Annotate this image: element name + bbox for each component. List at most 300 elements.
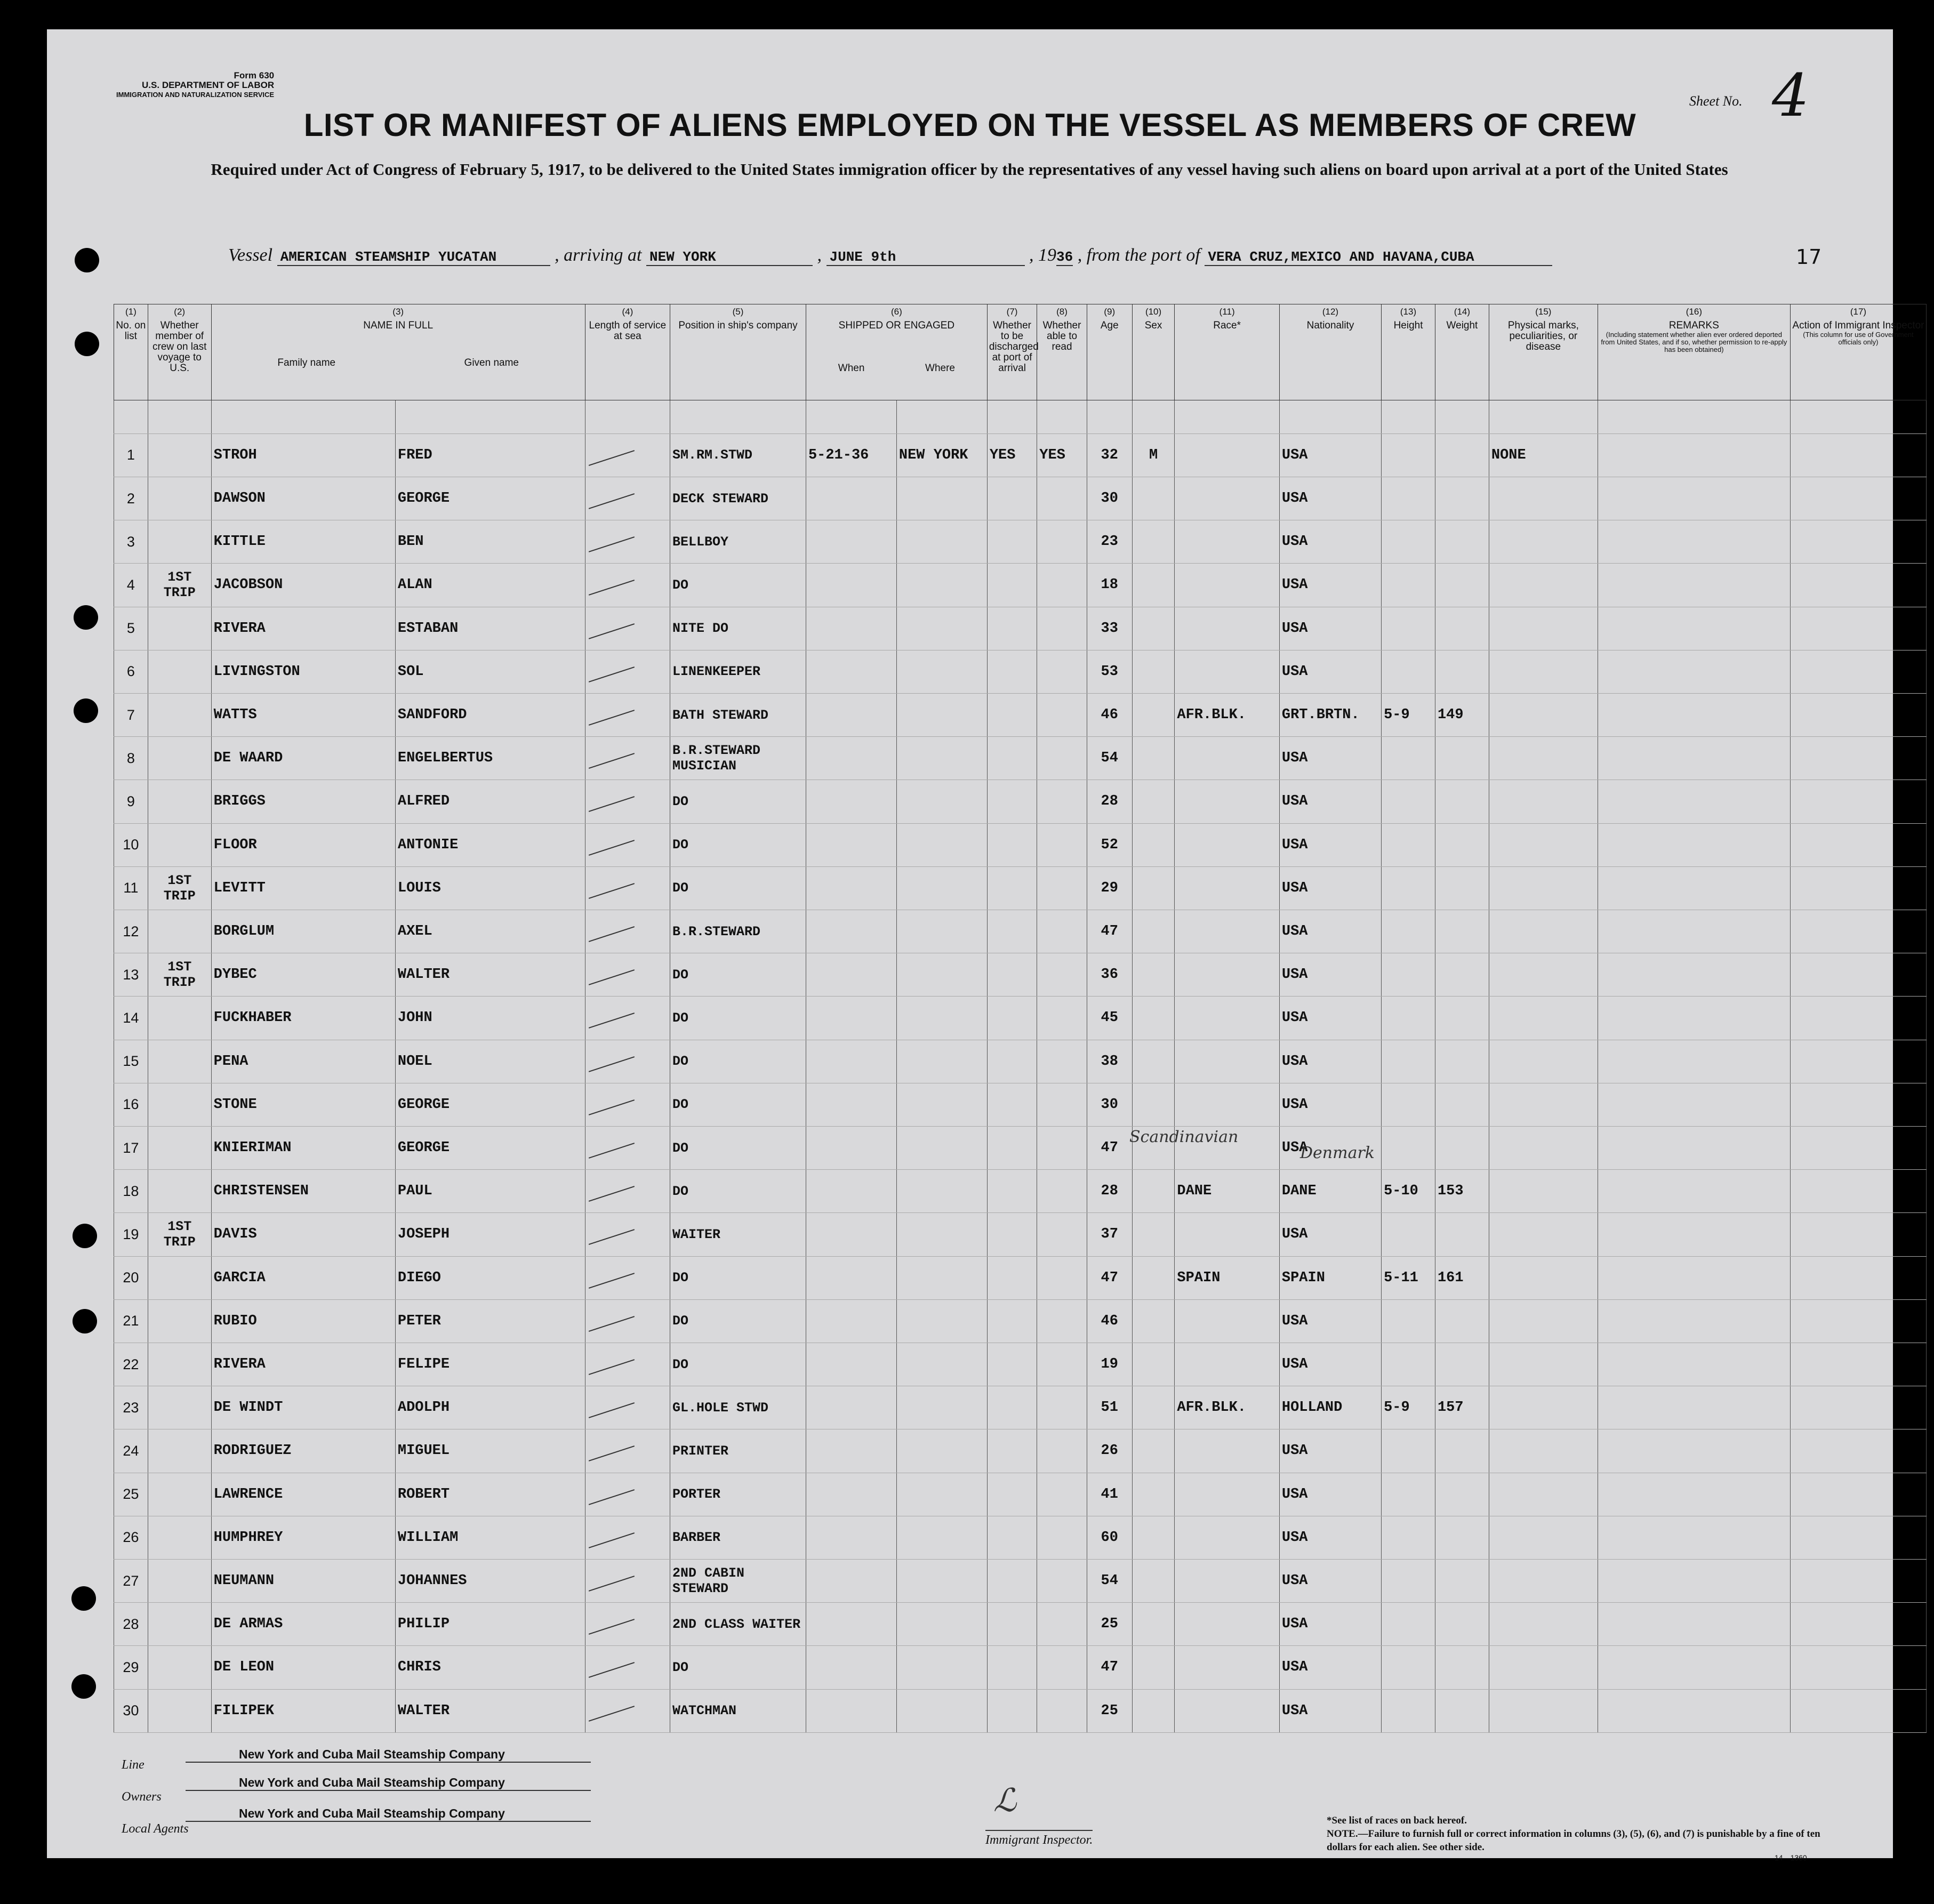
cell-given: BEN: [395, 520, 585, 564]
cell-race: [1175, 520, 1280, 564]
cell-where: [896, 910, 987, 953]
cell-inspector: [1790, 1170, 1926, 1213]
cell-read: [1037, 607, 1087, 650]
table-row: [114, 1473, 1927, 1516]
cell-family: RIVERA: [211, 607, 395, 650]
cell-height: [1382, 1473, 1435, 1516]
cell-remarks: [1598, 564, 1790, 607]
page-title: LIST OR MANIFEST OF ALIENS EMPLOYED ON THE VESSEL AS MEMBERS OF CREW: [303, 107, 1636, 143]
cell-family: DAWSON: [211, 477, 395, 520]
punch-hole: [71, 1674, 96, 1699]
cell-position: DO: [670, 823, 806, 866]
cell-race: [1175, 1689, 1280, 1732]
cell-position: BELLBOY: [670, 520, 806, 564]
cell-first: 1ST TRIP: [148, 564, 211, 607]
cell-family: KNIERIMAN: [211, 1126, 395, 1169]
service-tick: [585, 823, 670, 866]
punch-hole: [73, 1309, 97, 1333]
cell-marks: [1489, 1603, 1598, 1646]
cell-weight: [1435, 1213, 1489, 1256]
cell-when: [806, 1516, 896, 1559]
cell-inspector: [1790, 1256, 1926, 1299]
cell-weight: [1435, 1126, 1489, 1169]
cell-when: 5-21-36: [806, 433, 896, 477]
cell-height: [1382, 1299, 1435, 1343]
cell-remarks: [1598, 823, 1790, 866]
cell-where: [896, 1689, 987, 1732]
cell-age: 30: [1087, 1083, 1132, 1126]
cell-read: [1037, 737, 1087, 780]
cell-no: 10: [114, 823, 148, 866]
cell-inspector: [1790, 1603, 1926, 1646]
cell-sex: [1132, 1689, 1175, 1732]
fine-note: NOTE.—Failure to furnish full or correct information in columns (3), (5), (6), and (7) is punishable by a fine of ten dollars for each alien. See other side.: [1327, 1828, 1820, 1853]
cell-given: JOSEPH: [395, 1213, 585, 1256]
table-row: [114, 1516, 1927, 1559]
service-tick: [585, 1646, 670, 1689]
cell-read: [1037, 866, 1087, 910]
table-row: [114, 1213, 1927, 1256]
cell-sex: [1132, 1343, 1175, 1386]
punch-hole: [73, 1224, 97, 1248]
cell-when: [806, 1213, 896, 1256]
punch-hole: [74, 605, 98, 630]
cell-height: [1382, 1083, 1435, 1126]
cell-family: DYBEC: [211, 953, 395, 997]
cell-when: [806, 953, 896, 997]
cell-race: AFR.BLK.: [1175, 1386, 1280, 1429]
cell-where: [896, 1429, 987, 1473]
cell-inspector: [1790, 1473, 1926, 1516]
service-tick: [585, 1126, 670, 1169]
cell-nationality: USA: [1279, 737, 1381, 780]
cell-family: LEVITT: [211, 866, 395, 910]
cell-marks: [1489, 1473, 1598, 1516]
cell-no: 20: [114, 1256, 148, 1299]
cell-read: [1037, 1299, 1087, 1343]
cell-given: ESTABAN: [395, 607, 585, 650]
cell-race: [1175, 1299, 1280, 1343]
cell-nationality: USA: [1279, 433, 1381, 477]
cell-when: [806, 1386, 896, 1429]
cell-when: [806, 866, 896, 910]
cell-weight: [1435, 823, 1489, 866]
cell-when: [806, 1343, 896, 1386]
cell-marks: [1489, 520, 1598, 564]
cell-weight: [1435, 1603, 1489, 1646]
cell-marks: [1489, 1299, 1598, 1343]
col-service-header: (4) Length of service at sea: [585, 304, 670, 400]
cell-given: ROBERT: [395, 1473, 585, 1516]
cell-discharged: [987, 823, 1037, 866]
cell-height: [1382, 1126, 1435, 1169]
cell-race: [1175, 1559, 1280, 1602]
cell-position: DO: [670, 1170, 806, 1213]
line-value: New York and Cuba Mail Steamship Company: [186, 1747, 591, 1763]
arriving-label: , arriving at: [555, 245, 642, 265]
service-tick: [585, 1386, 670, 1429]
cell-when: [806, 1256, 896, 1299]
cell-marks: [1489, 953, 1598, 997]
cell-given: GEORGE: [395, 1083, 585, 1126]
footer: [47, 1734, 1893, 1862]
cell-weight: [1435, 997, 1489, 1040]
cell-first: [148, 607, 211, 650]
cell-race: [1175, 1083, 1280, 1126]
cell-position: WAITER: [670, 1213, 806, 1256]
cell-height: [1382, 1516, 1435, 1559]
cell-race: [1175, 477, 1280, 520]
table-row: [114, 1040, 1927, 1083]
cell-discharged: [987, 1473, 1037, 1516]
cell-first: [148, 1040, 211, 1083]
cell-remarks: [1598, 1256, 1790, 1299]
col-sex-header: (10) Sex: [1132, 304, 1175, 400]
table-row: [114, 1429, 1927, 1473]
cell-position: DO: [670, 780, 806, 823]
cell-remarks: [1598, 737, 1790, 780]
cell-first: [148, 1559, 211, 1602]
cell-remarks: [1598, 433, 1790, 477]
cell-sex: [1132, 997, 1175, 1040]
cell-marks: [1489, 1040, 1598, 1083]
cell-inspector: [1790, 823, 1926, 866]
cell-position: DO: [670, 1083, 806, 1126]
cell-where: [896, 1646, 987, 1689]
col-marks-header: (15) Physical marks, peculiarities, or disease: [1489, 304, 1598, 400]
cell-marks: [1489, 607, 1598, 650]
cell-age: 45: [1087, 997, 1132, 1040]
cell-age: 32: [1087, 433, 1132, 477]
col-shipped-header: (6) SHIPPED OR ENGAGED When Where: [806, 304, 987, 400]
cell-marks: [1489, 693, 1598, 736]
service-tick: [585, 607, 670, 650]
cell-marks: NONE: [1489, 433, 1598, 477]
cell-weight: 161: [1435, 1256, 1489, 1299]
cell-read: [1037, 953, 1087, 997]
department: U.S. DEPARTMENT OF LABOR: [142, 80, 275, 90]
cell-when: [806, 1170, 896, 1213]
cell-nationality: HOLLAND: [1279, 1386, 1381, 1429]
cell-when: [806, 737, 896, 780]
cell-inspector: [1790, 1126, 1926, 1169]
cell-read: [1037, 1343, 1087, 1386]
cell-no: 8: [114, 737, 148, 780]
col-nationality-header: (12) Nationality: [1279, 304, 1381, 400]
cell-sex: [1132, 1429, 1175, 1473]
cell-weight: [1435, 866, 1489, 910]
cell-nationality: USA: [1279, 477, 1381, 520]
cell-first: [148, 1646, 211, 1689]
cell-when: [806, 477, 896, 520]
cell-remarks: [1598, 1689, 1790, 1732]
cell-sex: [1132, 693, 1175, 736]
cell-position: B.R.STEWARD: [670, 910, 806, 953]
table-row: [114, 477, 1927, 520]
cell-remarks: [1598, 1386, 1790, 1429]
cell-position: DO: [670, 1299, 806, 1343]
cell-read: [1037, 780, 1087, 823]
cell-remarks: [1598, 607, 1790, 650]
cell-remarks: [1598, 1473, 1790, 1516]
cell-first: [148, 910, 211, 953]
cell-no: 9: [114, 780, 148, 823]
cell-nationality: USA: [1279, 1040, 1381, 1083]
cell-where: [896, 1256, 987, 1299]
cell-marks: [1489, 780, 1598, 823]
punch-hole: [74, 698, 98, 723]
cell-family: RODRIGUEZ: [211, 1429, 395, 1473]
cell-given: SOL: [395, 650, 585, 693]
cell-inspector: [1790, 1299, 1926, 1343]
given-name-header: Given name: [464, 357, 519, 368]
cell-given: JOHN: [395, 997, 585, 1040]
owners-label: Owners: [122, 1790, 162, 1804]
cell-weight: [1435, 780, 1489, 823]
table-row: [114, 953, 1927, 997]
handwritten-race-note: Scandinavian: [1129, 1128, 1239, 1146]
cell-height: [1382, 823, 1435, 866]
cell-height: [1382, 866, 1435, 910]
cell-height: [1382, 1603, 1435, 1646]
cell-sex: [1132, 1386, 1175, 1429]
cell-where: [896, 866, 987, 910]
cell-given: WALTER: [395, 953, 585, 997]
cell-age: 47: [1087, 1256, 1132, 1299]
table-row: [114, 1386, 1927, 1429]
cell-inspector: [1790, 1040, 1926, 1083]
cell-sex: [1132, 1516, 1175, 1559]
cell-age: 37: [1087, 1213, 1132, 1256]
form-identifier: [116, 71, 274, 100]
col-age-header: (9) Age: [1087, 304, 1132, 400]
cell-inspector: [1790, 1343, 1926, 1386]
cell-position: 2ND CABIN STEWARD: [670, 1559, 806, 1602]
col-read-header: (8) Whether able to read: [1037, 304, 1087, 400]
cell-marks: [1489, 650, 1598, 693]
cell-family: DE WAARD: [211, 737, 395, 780]
table-row: [114, 823, 1927, 866]
cell-race: [1175, 997, 1280, 1040]
cell-where: [896, 1213, 987, 1256]
cell-remarks: [1598, 1646, 1790, 1689]
cell-weight: [1435, 1343, 1489, 1386]
cell-weight: [1435, 650, 1489, 693]
cell-height: [1382, 780, 1435, 823]
cell-first: 1ST TRIP: [148, 1213, 211, 1256]
cell-race: SPAIN: [1175, 1256, 1280, 1299]
cell-weight: [1435, 607, 1489, 650]
table-row: [114, 1256, 1927, 1299]
service-tick: [585, 1473, 670, 1516]
cell-discharged: [987, 1126, 1037, 1169]
family-name-header: Family name: [277, 357, 336, 368]
cell-where: [896, 1299, 987, 1343]
cell-given: DIEGO: [395, 1256, 585, 1299]
cell-given: ALAN: [395, 564, 585, 607]
vessel-label: Vessel: [228, 245, 273, 265]
cell-when: [806, 520, 896, 564]
cell-marks: [1489, 1126, 1598, 1169]
cell-first: [148, 737, 211, 780]
cell-sex: [1132, 1603, 1175, 1646]
cell-nationality: USA: [1279, 997, 1381, 1040]
cell-position: SM.RM.STWD: [670, 433, 806, 477]
cell-first: [148, 780, 211, 823]
cell-remarks: [1598, 910, 1790, 953]
cell-where: [896, 1170, 987, 1213]
service-tick: [585, 1170, 670, 1213]
cell-first: [148, 1126, 211, 1169]
cell-age: 26: [1087, 1429, 1132, 1473]
cell-where: [896, 1386, 987, 1429]
cell-race: [1175, 650, 1280, 693]
cell-where: [896, 1473, 987, 1516]
cell-remarks: [1598, 1429, 1790, 1473]
cell-height: [1382, 1213, 1435, 1256]
cell-nationality: USA: [1279, 780, 1381, 823]
cell-remarks: [1598, 780, 1790, 823]
cell-first: [148, 1473, 211, 1516]
cell-weight: [1435, 1516, 1489, 1559]
cell-discharged: [987, 564, 1037, 607]
cell-weight: [1435, 1473, 1489, 1516]
cell-age: 46: [1087, 1299, 1132, 1343]
cell-position: 2ND CLASS WAITER: [670, 1603, 806, 1646]
cell-where: [896, 737, 987, 780]
cell-race: [1175, 1473, 1280, 1516]
service-tick: [585, 953, 670, 997]
cell-age: 30: [1087, 477, 1132, 520]
cell-marks: [1489, 1386, 1598, 1429]
cell-first: [148, 1429, 211, 1473]
races-note: *See list of races on back hereof.: [1327, 1815, 1467, 1826]
cell-nationality: USA: [1279, 1559, 1381, 1602]
service-tick: [585, 1603, 670, 1646]
cell-inspector: [1790, 910, 1926, 953]
cell-inspector: [1790, 780, 1926, 823]
cell-discharged: [987, 866, 1037, 910]
cell-weight: [1435, 433, 1489, 477]
cell-read: [1037, 564, 1087, 607]
cell-race: [1175, 607, 1280, 650]
cell-age: 38: [1087, 1040, 1132, 1083]
cell-first: 1ST TRIP: [148, 953, 211, 997]
service-tick: [585, 1299, 670, 1343]
cell-inspector: [1790, 477, 1926, 520]
cell-read: [1037, 1040, 1087, 1083]
cell-first: [148, 1299, 211, 1343]
cell-nationality: USA: [1279, 953, 1381, 997]
service-tick: [585, 1689, 670, 1732]
cell-where: [896, 1083, 987, 1126]
cell-position: DO: [670, 1646, 806, 1689]
cell-nationality: GRT.BRTN.: [1279, 693, 1381, 736]
service-tick: [585, 433, 670, 477]
service-tick: [585, 650, 670, 693]
punch-hole: [71, 1586, 96, 1611]
cell-height: [1382, 1040, 1435, 1083]
cell-inspector: [1790, 433, 1926, 477]
cell-age: 18: [1087, 564, 1132, 607]
cell-first: [148, 1083, 211, 1126]
cell-age: 47: [1087, 1646, 1132, 1689]
cell-marks: [1489, 1170, 1598, 1213]
cell-weight: [1435, 477, 1489, 520]
cell-read: [1037, 1213, 1087, 1256]
col-race-header: (11) Race*: [1175, 304, 1280, 400]
cell-read: [1037, 1646, 1087, 1689]
table-row: [114, 433, 1927, 477]
cell-read: YES: [1037, 433, 1087, 477]
cell-position: PRINTER: [670, 1429, 806, 1473]
cell-where: [896, 1559, 987, 1602]
cell-family: FILIPEK: [211, 1689, 395, 1732]
service: IMMIGRATION AND NATURALIZATION SERVICE: [116, 91, 275, 99]
agents-value: New York and Cuba Mail Steamship Company: [186, 1806, 591, 1822]
crew-table: [114, 304, 1927, 1733]
cell-marks: [1489, 737, 1598, 780]
cell-first: [148, 823, 211, 866]
cell-remarks: [1598, 1083, 1790, 1126]
cell-remarks: [1598, 1040, 1790, 1083]
cell-family: LAWRENCE: [211, 1473, 395, 1516]
cell-discharged: [987, 1213, 1037, 1256]
table-row: [114, 650, 1927, 693]
cell-first: [148, 1170, 211, 1213]
cell-height: [1382, 1343, 1435, 1386]
cell-nationality: USA: [1279, 1343, 1381, 1386]
cell-discharged: [987, 1516, 1037, 1559]
year-prefix: , 19: [1029, 245, 1056, 265]
cell-height: [1382, 1689, 1435, 1732]
cell-position: DO: [670, 997, 806, 1040]
cell-age: 54: [1087, 737, 1132, 780]
cell-nationality: USA: [1279, 1603, 1381, 1646]
cell-height: [1382, 477, 1435, 520]
cell-when: [806, 1473, 896, 1516]
table-row: [114, 564, 1927, 607]
cell-where: [896, 780, 987, 823]
cell-nationality: USA: [1279, 1083, 1381, 1126]
cell-marks: [1489, 823, 1598, 866]
cell-family: DE LEON: [211, 1646, 395, 1689]
cell-read: [1037, 1603, 1087, 1646]
cell-read: [1037, 1170, 1087, 1213]
cell-sex: [1132, 1646, 1175, 1689]
cell-read: [1037, 693, 1087, 736]
cell-given: FELIPE: [395, 1343, 585, 1386]
cell-height: [1382, 910, 1435, 953]
col-discharged-header: (7) Whether to be discharged at port of arrival: [987, 304, 1037, 400]
table-row: [114, 997, 1927, 1040]
cell-nationality: USA: [1279, 866, 1381, 910]
cell-family: FUCKHABER: [211, 997, 395, 1040]
cell-when: [806, 564, 896, 607]
cell-first: [148, 1343, 211, 1386]
cell-no: 13: [114, 953, 148, 997]
cell-discharged: [987, 953, 1037, 997]
cell-given: ALFRED: [395, 780, 585, 823]
cell-read: [1037, 910, 1087, 953]
cell-read: [1037, 823, 1087, 866]
cell-discharged: [987, 780, 1037, 823]
cell-first: [148, 477, 211, 520]
service-tick: [585, 1343, 670, 1386]
cell-when: [806, 607, 896, 650]
table-row: [114, 1126, 1927, 1169]
cell-race: [1175, 953, 1280, 997]
